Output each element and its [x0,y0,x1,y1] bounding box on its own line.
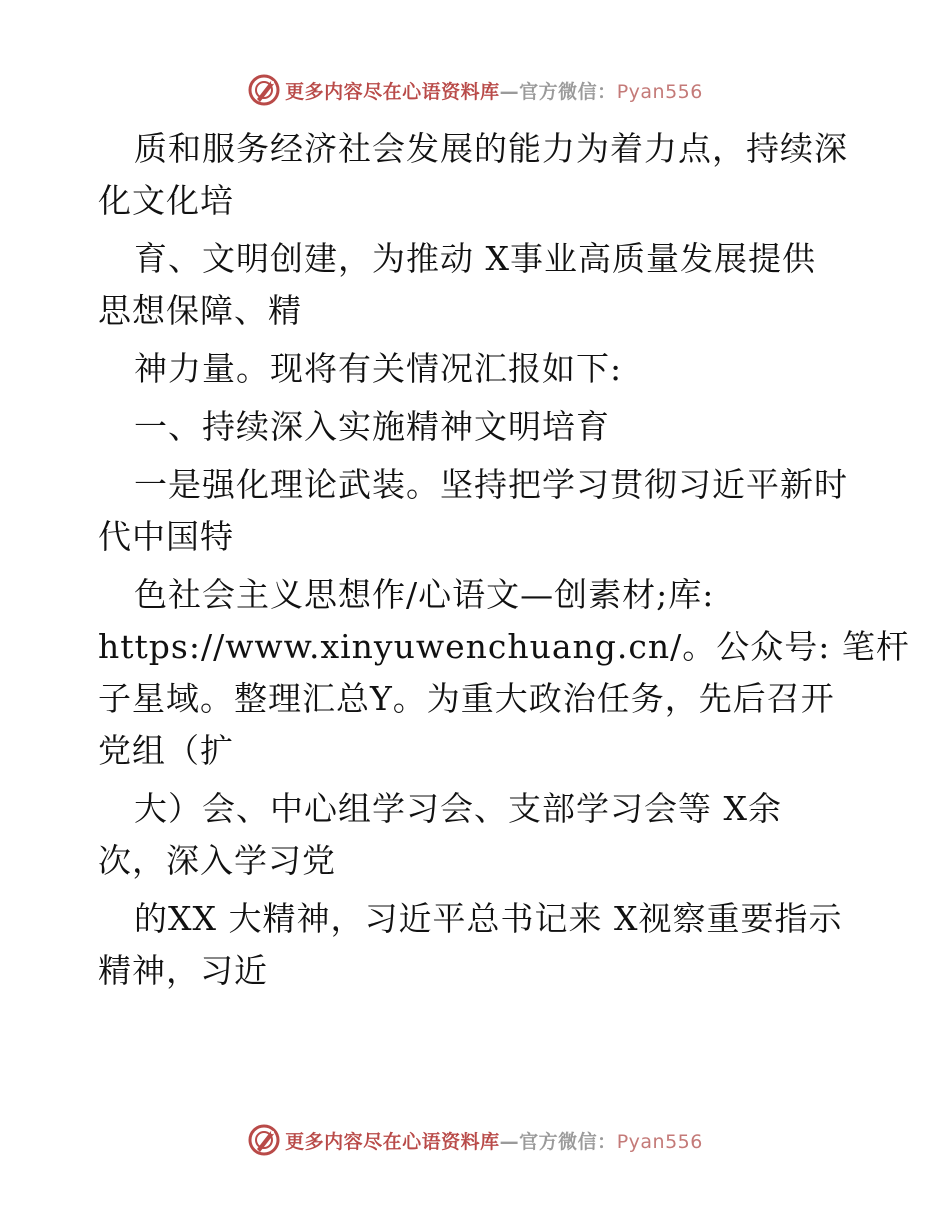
section-heading: 一、持续深入实施精神文明培育 [134,407,610,446]
banner-brand-text: 更多内容尽在心语资料库 [285,80,500,103]
banner-brand-text: 更多内容尽在心语资料库 [285,1130,500,1153]
paragraph-line: 党组（扩 [98,731,234,770]
banner-contact-id: Pyan556 [616,80,703,103]
banner-separator: — [499,1130,520,1153]
banner-contact-id: Pyan556 [616,1130,703,1153]
pen-nib-logo-icon [247,1123,281,1157]
paragraph-line: 神力量。现将有关情况汇报如下: [134,349,623,388]
paragraph-line: 育、文明创建，为推动 X事业高质量发展提供 [134,239,816,278]
banner-contact-label: 官方微信： [519,1130,617,1153]
paragraph-line: 质和服务经济社会发展的能力为着力点，持续深 [134,129,848,168]
header-banner [0,70,950,110]
footer-banner [0,1120,950,1160]
paragraph-line: 代中国特 [98,517,234,556]
paragraph-line: 的XX 大精神，习近平总书记来 X视察重要指示 [134,899,843,938]
paragraph-line: 化文化培 [98,181,234,220]
paragraph-line: https://www.xinyuwenchuang.cn/。公众号: 笔杆 [98,627,910,666]
paragraph-line: 子星域。整理汇总Y。为重大政治任务，先后召开 [98,679,835,718]
banner-contact-label: 官方微信： [519,80,617,103]
paragraph-line: 思想保障、精 [98,291,302,330]
paragraph-line: 精神，习近 [98,951,268,990]
banner-separator: — [499,80,520,103]
paragraph-line: 次，深入学习党 [98,841,336,880]
paragraph-line: 一是强化理论武装。坚持把学习贯彻习近平新时 [134,465,848,504]
paragraph-line: 色社会主义思想作/心语文—创素材;库: [134,575,715,614]
document-body [0,123,950,997]
pen-nib-logo-icon [247,73,281,107]
paragraph-line: 大）会、中心组学习会、支部学习会等 X余 [134,789,782,828]
